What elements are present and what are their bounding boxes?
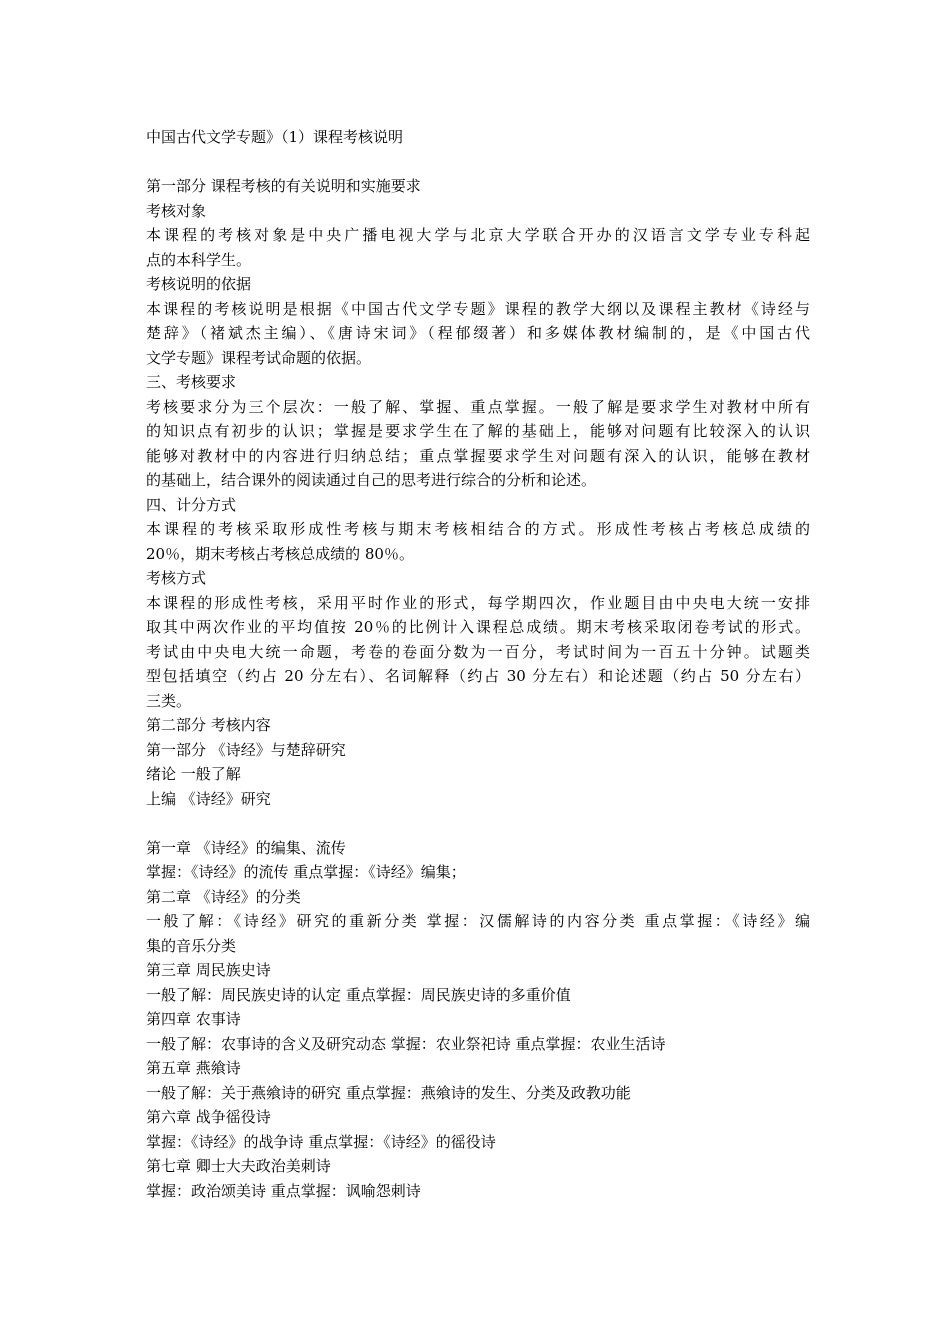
section-heading: 第二部分 考核内容 [146, 716, 271, 734]
chapter-requirement: 掌握：《诗经》的流传 重点掌握：《诗经》编集； [146, 863, 466, 881]
paragraph-line: 的知识点有初步的认识；掌握是要求学生在了解的基础上，能够对问题有比较深入的认识 [146, 422, 810, 440]
chapter-requirement: 一般了解：周民族史诗的认定 重点掌握：周民族史诗的多重价值 [146, 985, 571, 1004]
paragraph-line: 型包括填空（约占 20 分左右）、名词解释（约占 30 分左右）和论述题（约占 50 分左右） [146, 667, 810, 685]
paragraph-line: 取其中两次作业的平均值按 20％的比例计入课程总成绩。期末考核采取闭卷考试的形式。 [146, 618, 810, 636]
chapter-requirement: 一般了解：《诗经》研究的重新分类 掌握：汉儒解诗的内容分类 重点掌握：《诗经》编 [146, 912, 810, 930]
chapter-heading: 第一章 《诗经》的编集、流传 [146, 838, 346, 857]
chapter-heading: 第六章 战争徭役诗 [146, 1108, 271, 1126]
chapter-requirement: 一般了解：关于燕飨诗的研究 重点掌握：燕飨诗的发生、分类及政教功能 [146, 1083, 631, 1102]
chapter-heading: 第四章 农事诗 [146, 1010, 241, 1028]
paragraph-line: 本课程的考核对象是中央广播电视大学与北京大学联合开办的汉语言文学专业专科起 [146, 226, 810, 244]
chapter-heading: 第二章 《诗经》的分类 [146, 887, 301, 906]
paragraph-line: 考试由中央电大统一命题，考卷的卷面分数为一百分，考试时间为一百五十分钟。试题类 [146, 642, 810, 661]
volume-heading: 上编 《诗经》研究 [146, 789, 271, 808]
paragraph-line: 考核要求分为三个层次：一般了解、掌握、重点掌握。一般了解是要求学生对教材中所有 [146, 397, 810, 416]
subsection-heading: 考核方式 [146, 569, 207, 587]
blank-line [146, 150, 810, 175]
paragraph-line: 本课程的考核采取形成性考核与期末考核相结合的方式。形成性考核占考核总成绩的 [146, 520, 810, 538]
chapter-requirement: 一般了解：农事诗的含义及研究动态 掌握：农业祭祀诗 重点掌握：农业生活诗 [146, 1034, 666, 1053]
paragraph-line: 本课程的考核说明是根据《中国古代文学专题》课程的教学大纲以及课程主教材《诗经与 [146, 299, 810, 318]
chapter-heading: 第三章 周民族史诗 [146, 961, 271, 979]
paragraph-line: 的基础上，结合课外的阅读通过自己的思考进行综合的分析和论述。 [146, 471, 597, 489]
section-heading: 第一部分 课程考核的有关说明和实施要求 [146, 177, 421, 195]
paragraph-line: 文学专题》课程考试命题的依据。 [146, 348, 372, 367]
chapter-requirement: 掌握：政治颂美诗 重点掌握：讽喻怨刺诗 [146, 1181, 421, 1200]
intro-heading: 绪论 一般了解 [146, 765, 241, 783]
chapter-requirement: 集的音乐分类 [146, 936, 237, 955]
subsection-heading: 四、计分方式 [146, 495, 237, 514]
subsection-heading: 考核说明的依据 [146, 275, 252, 293]
paragraph-line: 能够对教材中的内容进行归纳总结；重点掌握要求学生对问题有深入的认识，能够在教材 [146, 446, 810, 465]
paragraph-line: 三类。 [146, 691, 192, 710]
chapter-requirement: 掌握：《诗经》的战争诗 重点掌握：《诗经》的徭役诗 [146, 1132, 496, 1151]
subsection-heading: 考核对象 [146, 201, 207, 220]
subsection-heading: 三、考核要求 [146, 373, 237, 391]
chapter-heading: 第七章 卿士大夫政治美刺诗 [146, 1157, 331, 1175]
blank-line [146, 811, 810, 836]
paragraph-line: 楚辞》（褚斌杰主编）、《唐诗宋词》（程郁缀著）和多媒体教材编制的，是《中国古代 [146, 324, 810, 342]
part-heading: 第一部分 《诗经》与楚辞研究 [146, 740, 346, 759]
document-page [146, 125, 810, 1203]
paragraph-line: 20％，期末考核占考核总成绩的 80％。 [146, 544, 414, 563]
chapter-heading: 第五章 燕飨诗 [146, 1059, 241, 1077]
paragraph-line: 点的本科学生。 [146, 250, 252, 269]
paragraph-line: 本课程的形成性考核，采用平时作业的形式，每学期四次，作业题目由中央电大统一安排 [146, 593, 810, 612]
document-title: 中国古代文学专题》（1）课程考核说明 [146, 128, 404, 146]
